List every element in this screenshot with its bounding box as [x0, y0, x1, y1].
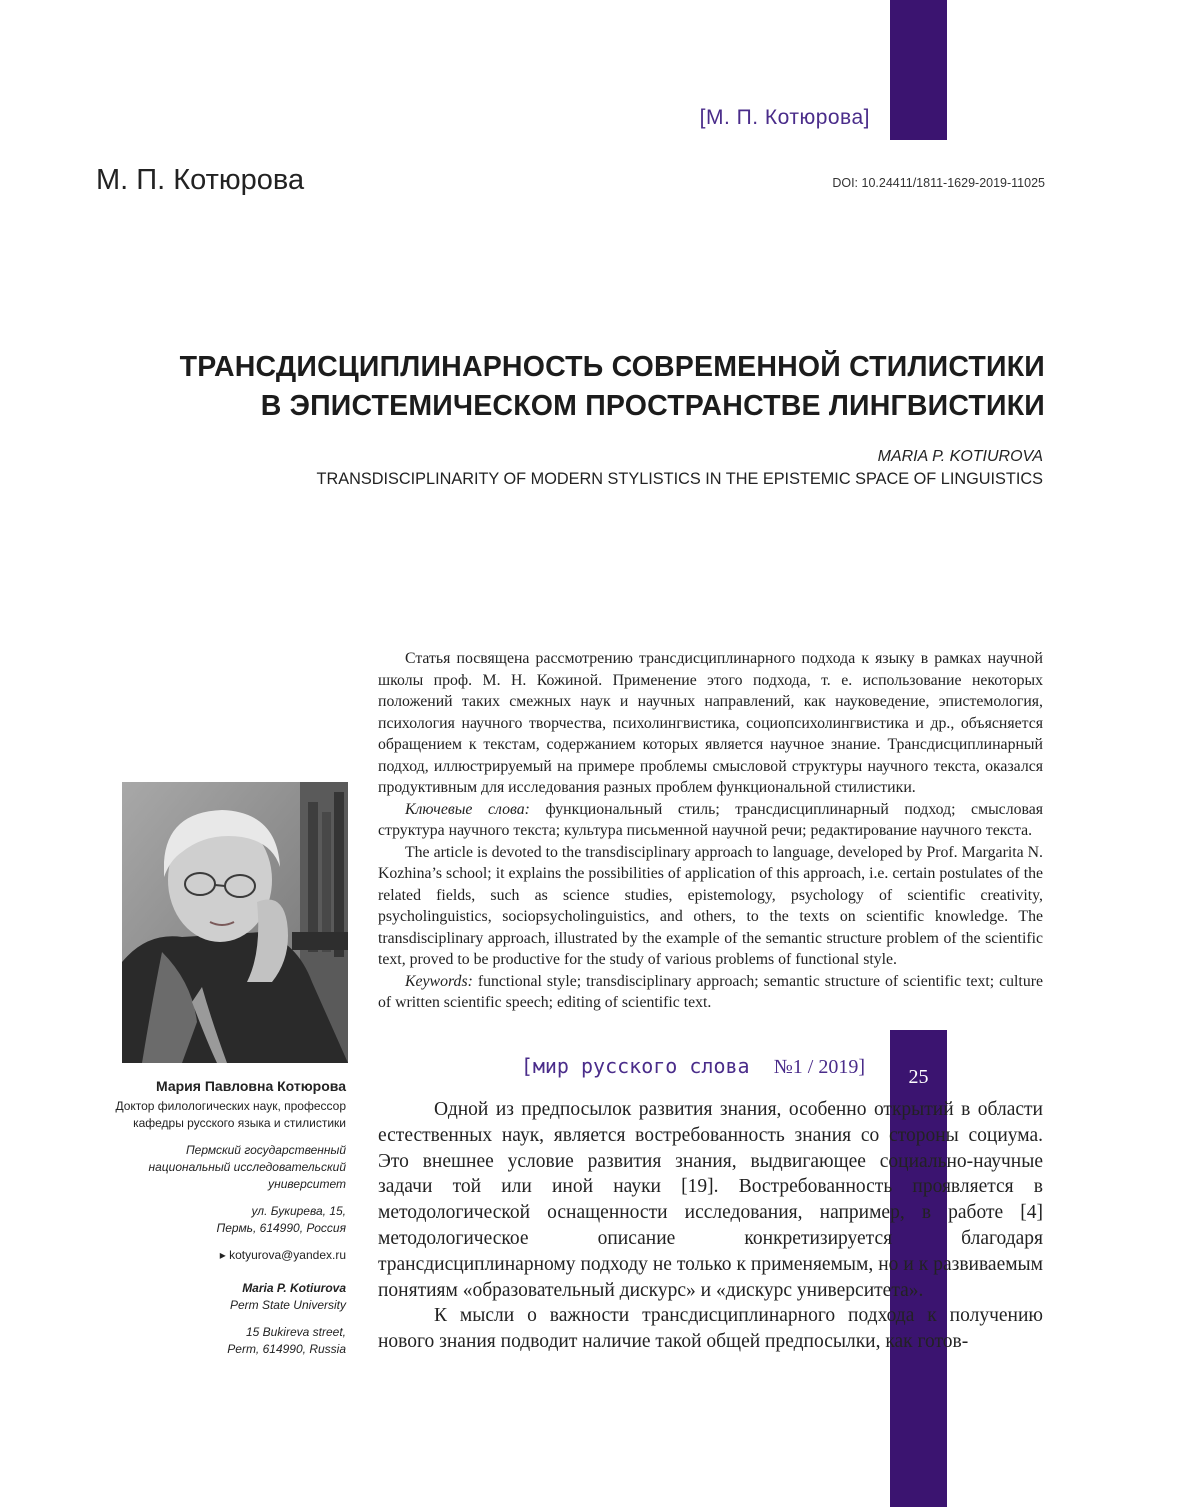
author-email-row: [90, 1247, 346, 1264]
keywords-ru-list: функциональный стиль; трансдисциплинарный подход; смысловая структура научного текста; культура письменной научной речи; редактирование научного текста.: [378, 800, 1044, 839]
page-number: 25: [908, 1066, 929, 1088]
author-degree-line-1: Доктор филологических наук, профессор: [115, 1099, 346, 1113]
footer-journal: [521, 1054, 865, 1079]
keywords-en-label: Keywords:: [405, 972, 473, 990]
author-university-en: Perm State University: [229, 1298, 346, 1312]
author-photo: [122, 782, 348, 1063]
triangle-right-icon: ▸: [219, 1248, 226, 1262]
author-university-ru: [90, 1142, 346, 1193]
abstract-ru: Статья посвящена рассмотрению трансдисциплинарного подхода к языку в рамках научной школы проф. М. Н. Кожиной. Применение этого подхода, т. е. использование некоторых положений таких смежных наук и научных направлений, как науковедение, эпистемология, психология научного творчества, психолингвистика, социопсихолингвистика и др., объясняется обращением к текстам, содержанием которых является научное знание. Трансдисциплинарный подход, иллюстрируемый на примере проблемы смысловой структуры научного текста, оказался продуктивным для исследования разных проблем функциональной стилистики.: [378, 650, 1043, 796]
doi[interactable]: DOI: 10.24411/1811-1629-2019-11025: [832, 176, 1045, 190]
english-title: TRANSDISCIPLINARITY OF MODERN STYLISTICS IN THE EPISTEMIC SPACE OF LINGUISTICS: [316, 470, 1043, 488]
author-university-line-2: национальный исследовательский: [148, 1160, 346, 1174]
article-title: [130, 348, 1045, 426]
decorative-bar-top: [890, 0, 947, 140]
author-name-en: Maria P. Kotiurova: [242, 1281, 346, 1295]
abstract: [378, 648, 1043, 1014]
author-address-line-2: Пермь, 614990, Россия: [216, 1221, 346, 1235]
author-address-en-line-1: 15 Bukireva street,: [245, 1325, 346, 1339]
body-paragraph-1: Одной из предпосылок развития знания, особенно открытий в области естественных наук, является востребованность знания со стороны социума. Это внешнее условие развития знания, выдвигающее социально-научные задачи той или иной науки [19]. Востребованность проявляется в методологической оснащенности исследования, например, в работе [4] методологическое описание конкретизируется благодаря трансдисциплинарному подходу не только к применяемым, но и к развиваемым понятиям «образовательный дискурс» и «дискурс университета».: [378, 1099, 1043, 1301]
english-author: MARIA P. KOTIUROVA: [877, 448, 1043, 465]
author-address-line-1: ул. Букирева, 15,: [251, 1204, 346, 1218]
keywords-en: [378, 971, 1043, 1014]
abstract-en: The article is devoted to the transdisciplinary approach to language, developed by Prof. Margarita N. Kozhina’s school; it explains the possibilities of application of this approach, i.e. certain postulates of the related fields, such as science studies, epistemology, psychology of scientific creativity, psycholinguistics, sociopsycholinguistics, and others, to the texts on scientific knowledge. The transdisciplinary approach, illustrated by the example of the semantic structure problem of the scientific text, proved to be productive for the study of various problems of functional style.: [378, 843, 1043, 968]
keywords-ru: [378, 799, 1043, 842]
author-email[interactable]: kotyurova@yandex.ru: [229, 1248, 346, 1262]
author-address-en: [90, 1324, 346, 1358]
author-address-en-line-2: Perm, 614990, Russia: [227, 1342, 346, 1356]
keywords-en-list: functional style; transdisciplinary approach; semantic structure of scientific text; culture of written scientific speech; editing of scientific text.: [378, 972, 1043, 1011]
title-line-1: ТРАНСДИСЦИПЛИНАРНОСТЬ СОВРЕМЕННОЙ СТИЛИСТИКИ: [179, 351, 1045, 383]
author-university-line-3: университет: [268, 1177, 346, 1191]
keywords-ru-label: Ключевые слова:: [405, 800, 530, 818]
title-line-2: В ЭПИСТЕМИЧЕСКОМ ПРОСТРАНСТВЕ ЛИНГВИСТИКИ: [260, 390, 1045, 423]
author-header: М. П. Котюрова: [96, 164, 305, 196]
author-degree: [90, 1098, 346, 1132]
author-degree-line-2: кафедры русского языка и стилистики: [133, 1116, 346, 1130]
author-portrait-image: [122, 782, 348, 1063]
journal-name: [мир русского слова: [520, 1054, 750, 1078]
author-bio: [90, 1076, 346, 1358]
body-text: [378, 1097, 1043, 1355]
author-university-line-1: Пермский государственный: [185, 1143, 346, 1157]
author-address-ru: [90, 1203, 346, 1237]
body-paragraph-2: К мысли о важности трансдисциплинарного подхода к получению нового знания подводит наличие такой общей предпосылки, как готов-: [378, 1305, 1043, 1353]
running-head: [М. П. Котюрова]: [699, 106, 870, 129]
author-name-ru: Мария Павловна Котюрова: [156, 1078, 346, 1094]
journal-issue: №1 / 2019]: [773, 1056, 865, 1078]
